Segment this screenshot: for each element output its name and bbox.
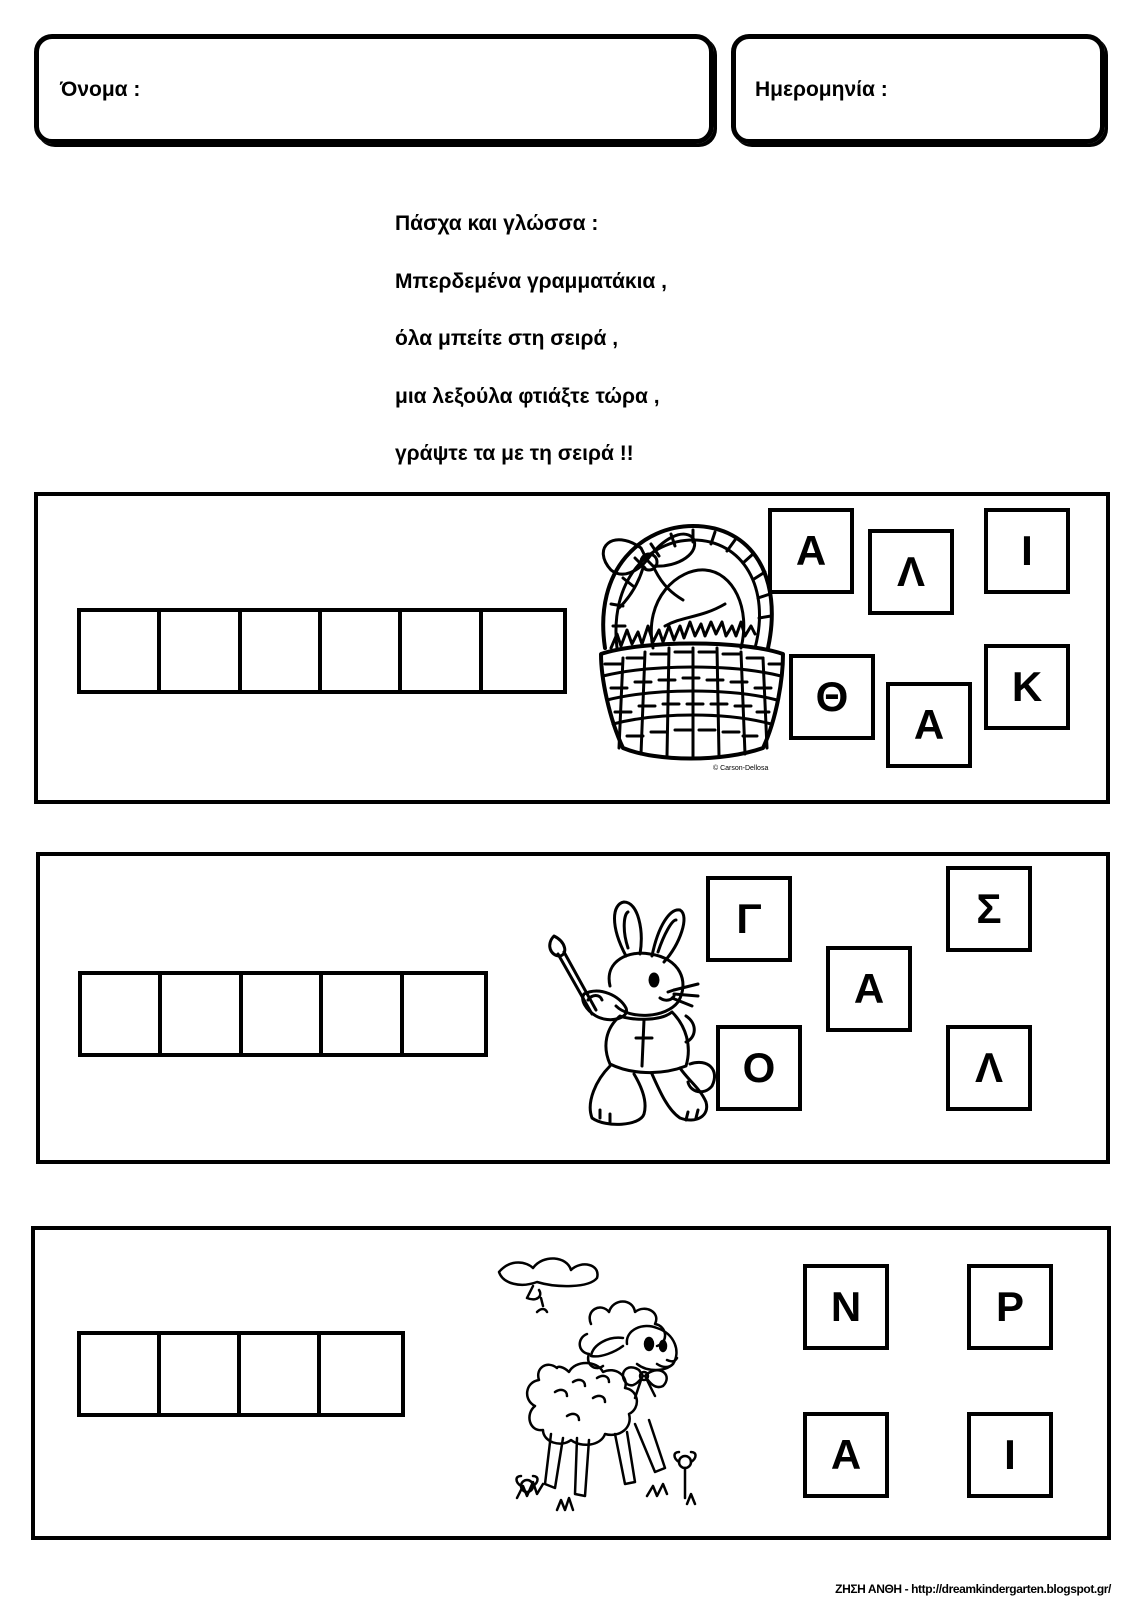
answer-slots <box>78 971 488 1057</box>
letter-tile[interactable]: Λ <box>868 529 954 615</box>
letter-tile[interactable]: Ν <box>803 1264 889 1350</box>
letter-tile[interactable]: Ρ <box>967 1264 1053 1350</box>
poem-line: γράψτε τα με τη σειρά !! <box>395 442 634 465</box>
letter-tile[interactable]: Α <box>803 1412 889 1498</box>
picture-credit: © Carson-Dellosa <box>713 765 769 772</box>
letter-tile[interactable]: Α <box>768 508 854 594</box>
answer-slot[interactable] <box>323 975 403 1053</box>
answer-slot[interactable] <box>322 612 402 690</box>
poem <box>395 210 667 498</box>
answer-slot[interactable] <box>241 1335 321 1413</box>
answer-slot[interactable] <box>82 975 162 1053</box>
letter-tile[interactable]: Λ <box>946 1025 1032 1111</box>
exercise-panel-1 <box>34 492 1110 804</box>
footer-credit: ΖΗΣΗ ΑΝΘΗ - http://dreamkindergarten.blogspot.gr/ <box>835 1582 1111 1596</box>
answer-slot[interactable] <box>402 612 482 690</box>
poem-title: Πάσχα και γλώσσα : <box>395 212 599 235</box>
poem-line: Μπερδεμένα γραμματάκια , <box>395 269 667 293</box>
letter-tile[interactable]: Θ <box>789 654 875 740</box>
answer-slot[interactable] <box>483 612 563 690</box>
lamb-illustration <box>497 1248 737 1538</box>
answer-slot[interactable] <box>243 975 323 1053</box>
answer-slot[interactable] <box>81 612 161 690</box>
name-label: Όνομα : <box>60 78 141 101</box>
answer-slot[interactable] <box>161 612 241 690</box>
answer-slots <box>77 1331 405 1417</box>
exercise-panel-3 <box>31 1226 1111 1540</box>
letter-tile[interactable]: Α <box>826 946 912 1032</box>
letter-tile[interactable]: Α <box>886 682 972 768</box>
answer-slot[interactable] <box>81 1335 161 1413</box>
date-label: Ημερομηνία : <box>755 78 888 101</box>
letter-tile[interactable]: Σ <box>946 866 1032 952</box>
answer-slots <box>77 608 567 694</box>
answer-slot[interactable] <box>161 1335 241 1413</box>
letter-tile[interactable]: Ο <box>716 1025 802 1111</box>
poem-line: μια λεξούλα φτιάξτε τώρα , <box>395 384 660 408</box>
exercise-panel-2 <box>36 852 1110 1164</box>
answer-slot[interactable] <box>162 975 242 1053</box>
answer-slot[interactable] <box>321 1335 401 1413</box>
answer-slot[interactable] <box>404 975 484 1053</box>
letter-tile[interactable]: Γ <box>706 876 792 962</box>
letter-tile[interactable]: Ι <box>967 1412 1053 1498</box>
answer-slot[interactable] <box>242 612 322 690</box>
letter-tile[interactable]: Ι <box>984 508 1070 594</box>
letter-tile[interactable]: Κ <box>984 644 1070 730</box>
poem-line: όλα μπείτε στη σειρά , <box>395 327 619 350</box>
